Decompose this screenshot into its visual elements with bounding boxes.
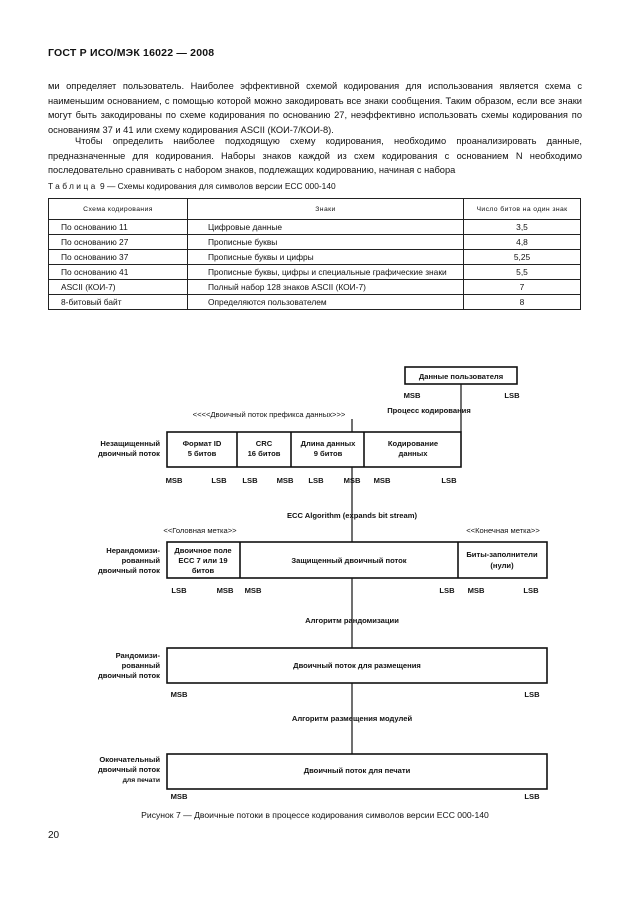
msb-label: MSB [343,476,361,485]
lsb-label: LSB [504,391,520,400]
msb-label: MSB [170,690,188,699]
running-header: ГОСТ Р ИСО/МЭК 16022 — 2008 [48,47,215,59]
format-id-cell: Формат ID [182,439,222,448]
data-encoding-cell: Кодирование [387,439,439,448]
final-label-line: Окончательный [99,755,160,764]
placement-label: Алгоритм размещения модулей [291,714,413,723]
cell-scheme: По основанию 27 [49,235,188,250]
nonrandom-label-line: Нерандомизи- [106,546,160,555]
data-encoding-cell: данных [398,449,428,458]
lsb-label: LSB [242,476,258,485]
lsb-label: LSB [211,476,227,485]
cell-chars: Прописные буквы и цифры [188,250,464,265]
cell-chars: Прописные буквы [188,235,464,250]
ecc-algorithm-label: ECC Algorithm (expands bit stream) [286,511,418,520]
lsb-label: LSB [524,792,540,801]
nonrandom-label-line: двоичный поток [97,566,160,575]
random-label-line: Рандомизи- [115,651,160,660]
paragraph-2: Чтобы определить наиболее подходящую схему кодирования, необходимо проанализировать данные, предназначенные для кодирования. Наборы знаков каждой из схем кодирования с основанием N необходимо последовательно сравнивать с набором знаков, подлежащих кодированию, начиная с набора [48,136,582,175]
head-marker-label: <<Головная метка>> [163,526,237,535]
protected-stream-cell: Защищенный двоичный поток [291,556,407,565]
data-length-cell: 9 битов [313,449,343,458]
lsb-label: LSB [441,476,457,485]
cell-scheme: 8-битовый байт [49,295,188,310]
prefix-stream-label: <<<<Двоичный поток префикса данных>>> [192,410,346,419]
cell-chars: Полный набор 128 знаков ASCII (КОИ-7) [188,280,464,295]
random-stream-cell: Двоичный поток для размещения [293,661,421,670]
cell-scheme: По основанию 37 [49,250,188,265]
lsb-label: LSB [171,586,187,595]
random-label-line: рованный [121,661,160,670]
cell-bits: 5,25 [464,250,581,265]
random-label-line: двоичный поток [97,671,160,680]
cell-bits: 7 [464,280,581,295]
ecc-field-cell: ECC 7 или 19 [178,556,228,565]
msb-label: MSB [373,476,391,485]
cell-bits: 3,5 [464,220,581,235]
unprotected-label-line: Незащищенный [100,439,160,448]
col-header-scheme: Схема кодирования [49,199,188,220]
msb-label: MSB [216,586,234,595]
ecc-field-cell: битов [191,566,215,575]
cell-scheme: По основанию 11 [49,220,188,235]
cell-chars: Определяются пользователем [188,295,464,310]
table-caption-prefix: Таблица [48,181,98,191]
encoding-process-label: Процесс кодирования [387,406,471,415]
page-number: 20 [48,830,60,841]
randomization-label: Алгоритм рандомизации [305,616,399,625]
padding-bits-cell: (нули) [490,561,514,570]
crc-cell: CRC [255,439,273,448]
lsb-label: LSB [523,586,539,595]
msb-label: MSB [276,476,294,485]
nonrandom-label-line: рованный [121,556,160,565]
msb-label: MSB [403,391,421,400]
cell-chars: Цифровые данные [188,220,464,235]
msb-label: MSB [244,586,262,595]
ecc-field-cell: Двоичное поле [174,546,232,555]
paragraph-1: ми определяет пользователь. Наиболее эффективной схемой кодирования для использования является схема с наименьшим основанием, с помощью которой можно закодировать все знаки сообщения. Таким образом, если все знаки могут быть закодированы по схеме кодирования по основанию 27, неэффективно использовать схемы кодирования по основаниям 37 и 41 или схему кодирования ASCII (КОИ-7/КОИ-8). [48,81,582,135]
format-id-cell: 5 битов [187,449,217,458]
lsb-label: LSB [524,690,540,699]
cell-bits: 4,8 [464,235,581,250]
unprotected-label-line: двоичный поток [97,449,160,458]
msb-label: MSB [165,476,183,485]
user-data-label: Данные пользователя [418,372,504,381]
msb-label: MSB [467,586,485,595]
table-caption-text: 9 — Схемы кодирования для символов версии ЕСС 000-140 [99,181,336,191]
cell-scheme: ASCII (КОИ-7) [49,280,188,295]
lsb-label: LSB [308,476,324,485]
msb-label: MSB [170,792,188,801]
final-stream-cell: Двоичный поток для печати [303,766,411,775]
cell-bits: 8 [464,295,581,310]
cell-scheme: По основанию 41 [49,265,188,280]
data-length-cell: Длина данных [300,439,356,448]
figure-caption: Рисунок 7 — Двоичные потоки в процессе кодирования символов версии ЕСС 000-140 [141,810,489,820]
cell-bits: 5,5 [464,265,581,280]
final-label-line: для печати [122,777,160,784]
col-header-bits: Число битов на один знак [464,199,581,220]
final-label-line: двоичный поток [97,765,160,774]
padding-bits-cell: Биты-заполнители [466,550,538,559]
tail-marker-label: <<Конечная метка>> [466,526,540,535]
crc-cell: 16 битов [247,449,281,458]
col-header-chars: Знаки [188,199,464,220]
cell-chars: Прописные буквы, цифры и специальные графические знаки [188,265,464,280]
lsb-label: LSB [439,586,455,595]
